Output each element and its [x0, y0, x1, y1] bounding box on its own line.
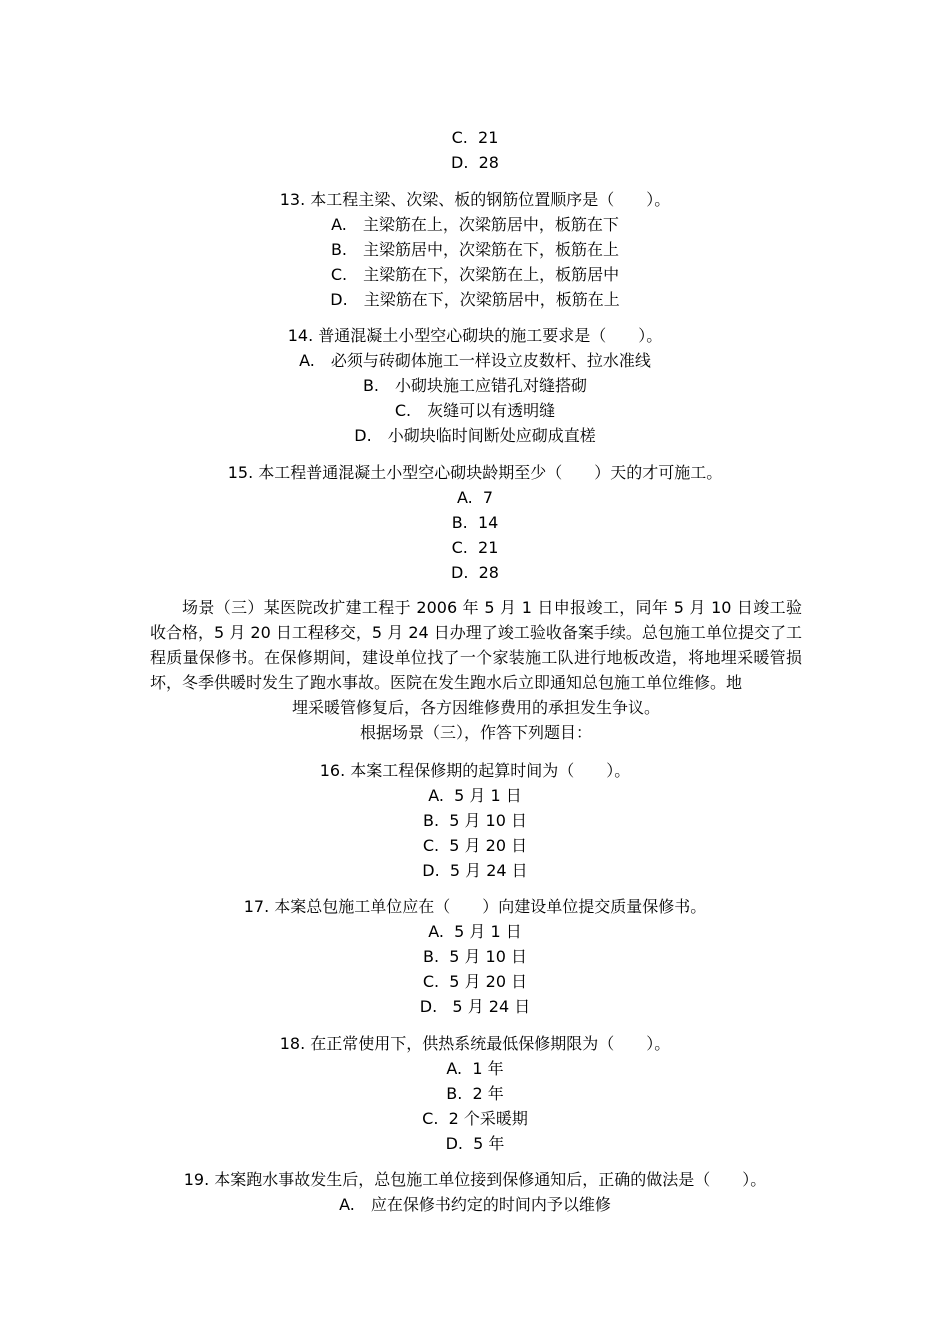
question-16-option-c: C. 5 月 20 日 — [422, 836, 528, 855]
question-15-option-d: D. 28 — [451, 563, 499, 582]
question-15-option-a: A. 7 — [456, 488, 494, 507]
question-17-option-d: D. 5 月 24 日 — [419, 997, 531, 1016]
question-15-stem: 15. 本工程普通混凝土小型空心砌块龄期至少（ ）天的才可施工。 — [227, 463, 723, 482]
question-17-option-b: B. 5 月 10 日 — [422, 947, 528, 966]
question-14-option-b: B. 小砌块施工应错孔对缝搭砌 — [362, 376, 588, 395]
option-c: C. 21 — [451, 128, 499, 147]
question-18-option-b: B. 2 年 — [446, 1084, 504, 1103]
question-14-option-d: D. 小砌块临时间断处应砌成直槎 — [354, 426, 596, 445]
question-16-option-a: A. 5 月 1 日 — [428, 786, 522, 805]
question-14-option-a: A. 必须与砖砌体施工一样设立皮数杆、拉水准线 — [299, 351, 651, 370]
question-16-stem: 16. 本案工程保修期的起算时间为（ ）。 — [319, 761, 631, 780]
scenario-instruction: 根据场景（三），作答下列题目： — [359, 723, 592, 742]
question-18-option-c: C. 2 个采暖期 — [422, 1109, 528, 1128]
question-16-option-b: B. 5 月 10 日 — [422, 811, 528, 830]
question-13-option-b: B. 主梁筋居中，次梁筋在下，板筋在上 — [330, 240, 620, 259]
scenario-paragraph — [150, 595, 802, 745]
question-18-option-d: D. 5 年 — [445, 1134, 505, 1153]
question-17-stem: 17. 本案总包施工单位应在（ ）向建设单位提交质量保修书。 — [243, 897, 707, 916]
question-14-stem: 14. 普通混凝土小型空心砌块的施工要求是（ ）。 — [287, 326, 663, 345]
question-14-option-c: C. 灰缝可以有透明缝 — [394, 401, 556, 420]
question-17-option-a: A. 5 月 1 日 — [428, 922, 522, 941]
question-13-option-d: D. 主梁筋在下，次梁筋居中，板筋在上 — [330, 290, 620, 309]
question-17-option-c: C. 5 月 20 日 — [422, 972, 528, 991]
option-d: D. 28 — [451, 153, 499, 172]
question-13-option-c: C. 主梁筋在下，次梁筋在上，板筋居中 — [330, 265, 620, 284]
scenario-text: 场景（三）某医院改扩建工程于 2006 年 5 月 1 日申报竣工，同年 5 月 10 日竣工验收合格，5 月 20 日工程移交，5 月 24 日办理了竣工验收备案手续。总包施工单位提交了工程质量保修书。在保修期间，建设单位找了一个家装施工队进行地板改造，将地埋采暖管损坏，冬季供暖时发生了跑水事故。医院在发生跑水后立即通知总包施工单位维修。地 — [150, 598, 802, 692]
question-16-option-d: D. 5 月 24 日 — [422, 861, 528, 880]
question-18-option-a: A. 1 年 — [446, 1059, 504, 1078]
question-15-option-b: B. 14 — [451, 513, 499, 532]
scenario-last-line: 埋采暖管修复后，各方因维修费用的承担发生争议。 — [291, 698, 660, 717]
question-13-option-a: A. 主梁筋在上，次梁筋居中，板筋在下 — [331, 215, 619, 234]
question-13-stem: 13. 本工程主梁、次梁、板的钢筋位置顺序是（ ）。 — [279, 190, 671, 209]
question-15-option-c: C. 21 — [451, 538, 499, 557]
question-19-stem: 19. 本案跑水事故发生后，总包施工单位接到保修通知后，正确的做法是（ ）。 — [183, 1170, 767, 1189]
question-19-option-a: A. 应在保修书约定的时间内予以维修 — [339, 1195, 611, 1214]
question-18-stem: 18. 在正常使用下，供热系统最低保修期限为（ ）。 — [279, 1034, 671, 1053]
